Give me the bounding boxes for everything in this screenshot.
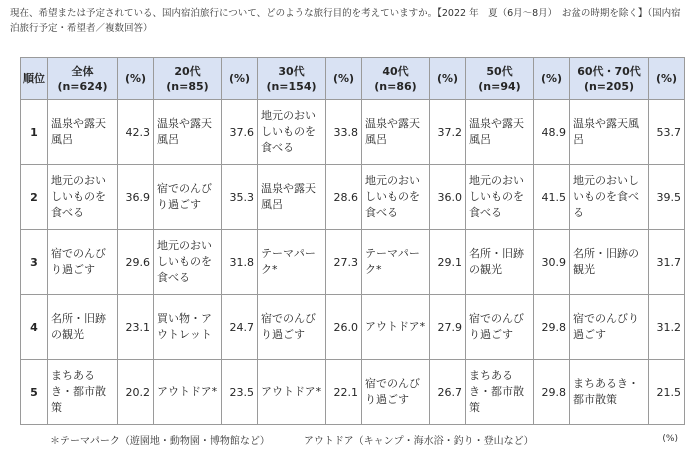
item-cell: まちあるき・都市散策 <box>466 360 534 425</box>
item-cell: テーマパーク* <box>362 230 430 295</box>
pct-cell: 29.8 <box>534 295 570 360</box>
pct-cell: 23.5 <box>222 360 258 425</box>
pct-cell: 53.7 <box>649 100 685 165</box>
item-cell: まちあるき・都市散策 <box>570 360 649 425</box>
table-row <box>21 100 685 165</box>
item-cell: 宿でのんびり過ごす <box>154 165 222 230</box>
rank-cell: 1 <box>21 100 48 165</box>
pct-cell: 24.7 <box>222 295 258 360</box>
group-n: (n=205) <box>583 79 635 93</box>
pct-header: (%) <box>430 58 466 100</box>
item-cell: 宿でのんびり過ごす <box>362 360 430 425</box>
pct-cell: 23.1 <box>118 295 154 360</box>
pct-header: (%) <box>534 58 570 100</box>
outdoor-note: アウトドア（キャンプ・海水浴・釣り・登山など） <box>303 436 534 447</box>
unit-label: (%) <box>662 434 678 444</box>
table-row <box>21 165 685 230</box>
item-cell: 宿でのんびり過ごす <box>258 295 326 360</box>
pct-cell: 39.5 <box>649 165 685 230</box>
item-cell: 温泉や露天風呂 <box>154 100 222 165</box>
item-cell: まちあるき・都市散策 <box>48 360 118 425</box>
pct-cell: 37.2 <box>430 100 466 165</box>
item-cell: 温泉や露天風呂 <box>258 165 326 230</box>
item-cell: 温泉や露天風呂 <box>466 100 534 165</box>
item-cell: 宿でのんびり過ごす <box>48 230 118 295</box>
item-cell: 名所・旧跡の観光 <box>48 295 118 360</box>
pct-cell: 22.1 <box>326 360 362 425</box>
rank-cell: 2 <box>21 165 48 230</box>
rank-cell: 4 <box>21 295 48 360</box>
pct-cell: 30.9 <box>534 230 570 295</box>
pct-cell: 37.6 <box>222 100 258 165</box>
item-cell: 地元のおいしいものを食べる <box>466 165 534 230</box>
pct-cell: 27.3 <box>326 230 362 295</box>
group-header <box>362 58 430 100</box>
pct-header: (%) <box>326 58 362 100</box>
group-header <box>466 58 534 100</box>
table-header-row <box>21 58 685 100</box>
themepark-note: ＊テーマパーク（遊園地・動物園・博物館など） <box>50 436 270 447</box>
pct-header: (%) <box>649 58 685 100</box>
group-header <box>570 58 649 100</box>
item-cell: 名所・旧跡の観光 <box>570 230 649 295</box>
item-cell: 地元のおいしいものを食べる <box>154 230 222 295</box>
pct-cell: 31.7 <box>649 230 685 295</box>
pct-cell: 27.9 <box>430 295 466 360</box>
group-n: (n=85) <box>166 79 209 93</box>
table-row <box>21 230 685 295</box>
item-cell: 地元のおいしいものを食べる <box>362 165 430 230</box>
group-label: 20代 <box>174 64 201 78</box>
pct-cell: 41.5 <box>534 165 570 230</box>
item-cell: アウトドア* <box>258 360 326 425</box>
item-cell: 地元のおいしいものを食べる <box>570 165 649 230</box>
pct-cell: 26.7 <box>430 360 466 425</box>
group-n: (n=154) <box>266 79 317 93</box>
group-label: 60代・70代 <box>577 64 641 78</box>
item-cell: 温泉や露天風呂 <box>570 100 649 165</box>
pct-cell: 35.3 <box>222 165 258 230</box>
item-cell: 温泉や露天風呂 <box>362 100 430 165</box>
legend <box>50 432 534 447</box>
pct-cell: 33.8 <box>326 100 362 165</box>
item-cell: テーマパーク* <box>258 230 326 295</box>
group-label: 30代 <box>278 64 305 78</box>
group-label: 50代 <box>486 64 513 78</box>
item-cell: アウトドア* <box>154 360 222 425</box>
pct-cell: 48.9 <box>534 100 570 165</box>
item-cell: 名所・旧跡の観光 <box>466 230 534 295</box>
pct-cell: 36.9 <box>118 165 154 230</box>
pct-cell: 31.8 <box>222 230 258 295</box>
group-header <box>154 58 222 100</box>
group-header <box>258 58 326 100</box>
item-cell: 温泉や露天風呂 <box>48 100 118 165</box>
rank-cell: 5 <box>21 360 48 425</box>
table-row <box>21 360 685 425</box>
group-label: 40代 <box>382 64 409 78</box>
item-cell: 地元のおいしいものを食べる <box>258 100 326 165</box>
rank-cell: 3 <box>21 230 48 295</box>
pct-cell: 29.1 <box>430 230 466 295</box>
group-n: (n=86) <box>374 79 417 93</box>
pct-cell: 20.2 <box>118 360 154 425</box>
group-header <box>48 58 118 100</box>
pct-cell: 21.5 <box>649 360 685 425</box>
pct-header: (%) <box>118 58 154 100</box>
group-n: (n=624) <box>57 79 108 93</box>
item-cell: 宿でのんびり過ごす <box>466 295 534 360</box>
pct-cell: 29.6 <box>118 230 154 295</box>
pct-cell: 28.6 <box>326 165 362 230</box>
table-row <box>21 295 685 360</box>
item-cell: アウトドア* <box>362 295 430 360</box>
pct-cell: 29.8 <box>534 360 570 425</box>
group-label: 全体 <box>71 64 94 78</box>
pct-cell: 26.0 <box>326 295 362 360</box>
pct-cell: 31.2 <box>649 295 685 360</box>
pct-cell: 36.0 <box>430 165 466 230</box>
rank-header: 順位 <box>21 58 48 100</box>
item-cell: 宿でのんびり過ごす <box>570 295 649 360</box>
pct-header: (%) <box>222 58 258 100</box>
group-n: (n=94) <box>478 79 521 93</box>
question-text: 現在、希望または予定されている、国内宿泊旅行について、どのような旅行目的を考えていますか。【2022 年 夏（6月〜8月） お盆の時期を除く】（国内宿泊旅行予定・希望者／複数回答） <box>10 8 681 34</box>
item-cell: 買い物・アウトレット <box>154 295 222 360</box>
pct-cell: 42.3 <box>118 100 154 165</box>
ranking-table <box>20 57 685 425</box>
item-cell: 地元のおいしいものを食べる <box>48 165 118 230</box>
